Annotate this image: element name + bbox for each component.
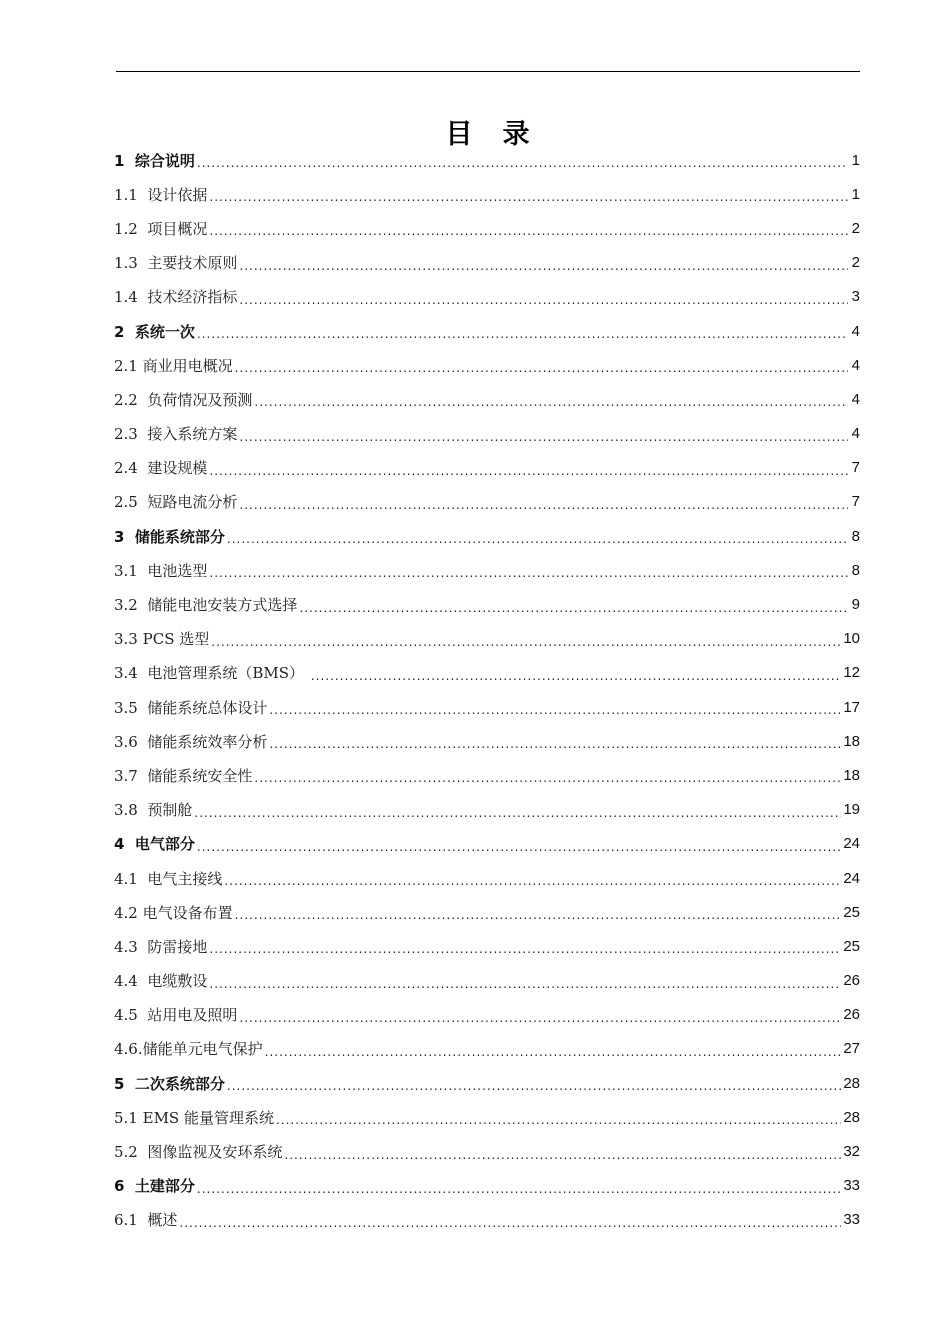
toc-dot-leader [209, 937, 841, 955]
toc-section-entry[interactable] [114, 1032, 860, 1066]
toc-entry-label: 1.3 主要技术原则 [114, 254, 238, 273]
toc-entry-label: 6.1 概述 [114, 1211, 178, 1230]
toc-page-number: 4 [851, 390, 860, 408]
toc-section-entry[interactable] [114, 348, 860, 382]
toc-dot-leader [235, 903, 842, 921]
toc-entry-label: 2.3 接入系统方案 [114, 425, 238, 444]
toc-dot-leader [179, 1211, 841, 1229]
toc-section-entry[interactable] [114, 690, 860, 724]
toc-page-number: 2 [851, 219, 860, 237]
toc-page-number: 24 [843, 869, 860, 887]
toc-dot-leader [211, 630, 841, 648]
toc-dot-leader [209, 972, 841, 990]
toc-page-number: 9 [851, 596, 860, 614]
toc-entry-label: 3.6 储能系统效率分析 [114, 732, 268, 751]
toc-page-number: 17 [843, 698, 860, 716]
toc-section-entry[interactable] [114, 553, 860, 587]
toc-section-entry[interactable] [114, 929, 860, 963]
toc-dot-leader [284, 1143, 841, 1161]
toc-title-char-1: 目 [445, 119, 473, 150]
toc-entry-label: 4.1 电气主接线 [114, 869, 223, 888]
toc-dot-leader [197, 322, 848, 340]
toc-chapter-entry[interactable] [114, 1169, 860, 1203]
toc-entry-label: 3.4 电池管理系统（BMS） [114, 664, 309, 683]
toc-dot-leader [227, 1074, 841, 1092]
toc-entry-label: 2.2 负荷情况及预测 [114, 390, 253, 409]
toc-page-number: 24 [843, 835, 860, 853]
toc-page-number: 33 [843, 1211, 860, 1229]
toc-dot-leader [209, 459, 848, 477]
toc-dot-leader [209, 561, 848, 579]
toc-page-number: 7 [851, 459, 860, 477]
toc-dot-leader [209, 185, 848, 203]
toc-section-entry[interactable] [114, 246, 860, 280]
toc-entry-label: 4.6.储能单元电气保护 [114, 1040, 263, 1059]
toc-section-entry[interactable] [114, 1134, 860, 1168]
toc-chapter-entry[interactable] [114, 143, 860, 177]
toc-dot-leader [197, 1177, 841, 1195]
toc-entry-label: 2.5 短路电流分析 [114, 493, 238, 512]
toc-page-number: 27 [843, 1040, 860, 1058]
toc-dot-leader [311, 664, 841, 682]
toc-page-number: 33 [843, 1177, 860, 1195]
toc-entry-label: 5 二次系统部分 [114, 1074, 225, 1093]
toc-section-entry[interactable] [114, 656, 860, 690]
toc-page-number: 19 [843, 801, 860, 819]
toc-dot-leader [239, 425, 848, 443]
toc-entry-label: 3.7 储能系统安全性 [114, 766, 253, 785]
toc-page-number: 32 [843, 1143, 860, 1161]
toc-section-entry[interactable] [114, 211, 860, 245]
toc-entry-label: 3 储能系统部分 [114, 527, 225, 546]
toc-section-entry[interactable] [114, 895, 860, 929]
toc-page-number: 10 [843, 630, 860, 648]
toc-page-number: 26 [843, 1006, 860, 1024]
toc-entry-label: 3.1 电池选型 [114, 561, 208, 580]
toc-section-entry[interactable] [114, 724, 860, 758]
toc-section-entry[interactable] [114, 417, 860, 451]
toc-section-entry[interactable] [114, 485, 860, 519]
toc-entry-label: 4.5 站用电及照明 [114, 1006, 238, 1025]
toc-entry-label: 2.4 建设规模 [114, 459, 208, 478]
toc-dot-leader [254, 390, 848, 408]
toc-entry-label: 4.2 电气设备布置 [114, 903, 233, 922]
toc-dot-leader [276, 1108, 841, 1126]
toc-section-entry[interactable] [114, 622, 860, 656]
toc-section-entry[interactable] [114, 451, 860, 485]
toc-page-number: 18 [843, 732, 860, 750]
toc-page-number: 25 [843, 903, 860, 921]
toc-page-number: 28 [843, 1108, 860, 1126]
toc-dot-leader [254, 766, 841, 784]
toc-section-entry[interactable] [114, 1100, 860, 1134]
toc-dot-leader [235, 356, 848, 374]
toc-section-entry[interactable] [114, 998, 860, 1032]
toc-entry-label: 4.4 电缆敷设 [114, 972, 208, 991]
toc-page-number: 4 [851, 356, 860, 374]
toc-dot-leader [224, 869, 841, 887]
toc-entry-label: 3.8 预制舱 [114, 801, 193, 820]
toc-page-number: 8 [851, 561, 860, 579]
toc-section-entry[interactable] [114, 382, 860, 416]
toc-dot-leader [194, 801, 841, 819]
toc-entry-label: 5.1 EMS 能量管理系统 [114, 1108, 274, 1127]
toc-section-entry[interactable] [114, 861, 860, 895]
toc-section-entry[interactable] [114, 1203, 860, 1237]
toc-page-number: 28 [843, 1074, 860, 1092]
toc-section-entry[interactable] [114, 964, 860, 998]
toc-entry-label: 3.2 储能电池安装方式选择 [114, 596, 298, 615]
toc-section-entry[interactable] [114, 177, 860, 211]
toc-title-char-2: 录 [502, 119, 530, 150]
toc-page-number: 25 [843, 937, 860, 955]
toc-page-number: 1 [851, 151, 860, 169]
toc-chapter-entry[interactable] [114, 827, 860, 861]
toc-page-number: 3 [851, 288, 860, 306]
toc-dot-leader [227, 527, 848, 545]
toc-dot-leader [239, 493, 848, 511]
toc-entry-label: 6 土建部分 [114, 1177, 195, 1196]
toc-section-entry[interactable] [114, 793, 860, 827]
table-of-contents [114, 143, 860, 1237]
toc-page-number: 26 [843, 972, 860, 990]
toc-page-number: 1 [851, 185, 860, 203]
toc-dot-leader [197, 835, 841, 853]
toc-dot-leader [239, 288, 848, 306]
toc-dot-leader [239, 254, 848, 272]
toc-dot-leader [197, 151, 848, 169]
toc-entry-label: 4.3 防雷接地 [114, 937, 208, 956]
toc-dot-leader [239, 1006, 841, 1024]
toc-entry-label: 3.3 PCS 选型 [114, 630, 210, 649]
toc-chapter-entry[interactable] [114, 519, 860, 553]
toc-page-number: 4 [851, 322, 860, 340]
toc-chapter-entry[interactable] [114, 1066, 860, 1100]
toc-entry-label: 1.2 项目概况 [114, 219, 208, 238]
toc-dot-leader [299, 596, 848, 614]
toc-entry-label: 3.5 储能系统总体设计 [114, 698, 268, 717]
toc-section-entry[interactable] [114, 280, 860, 314]
toc-section-entry[interactable] [114, 587, 860, 621]
toc-entry-label: 4 电气部分 [114, 835, 195, 854]
toc-page-number: 7 [851, 493, 860, 511]
toc-entry-label: 2.1 商业用电概况 [114, 356, 233, 375]
toc-dot-leader [265, 1040, 842, 1058]
toc-page-number: 18 [843, 766, 860, 784]
toc-dot-leader [269, 698, 841, 716]
toc-chapter-entry[interactable] [114, 314, 860, 348]
toc-page-number: 4 [851, 425, 860, 443]
toc-entry-label: 1.1 设计依据 [114, 185, 208, 204]
toc-page-number: 8 [851, 527, 860, 545]
header-rule [116, 71, 860, 72]
toc-page-number: 2 [851, 254, 860, 272]
toc-dot-leader [209, 219, 848, 237]
toc-entry-label: 2 系统一次 [114, 322, 195, 341]
toc-entry-label: 1 综合说明 [114, 151, 195, 170]
toc-section-entry[interactable] [114, 758, 860, 792]
toc-dot-leader [269, 732, 841, 750]
toc-page-number: 12 [843, 664, 860, 682]
toc-entry-label: 1.4 技术经济指标 [114, 288, 238, 307]
toc-entry-label: 5.2 图像监视及安环系统 [114, 1143, 283, 1162]
